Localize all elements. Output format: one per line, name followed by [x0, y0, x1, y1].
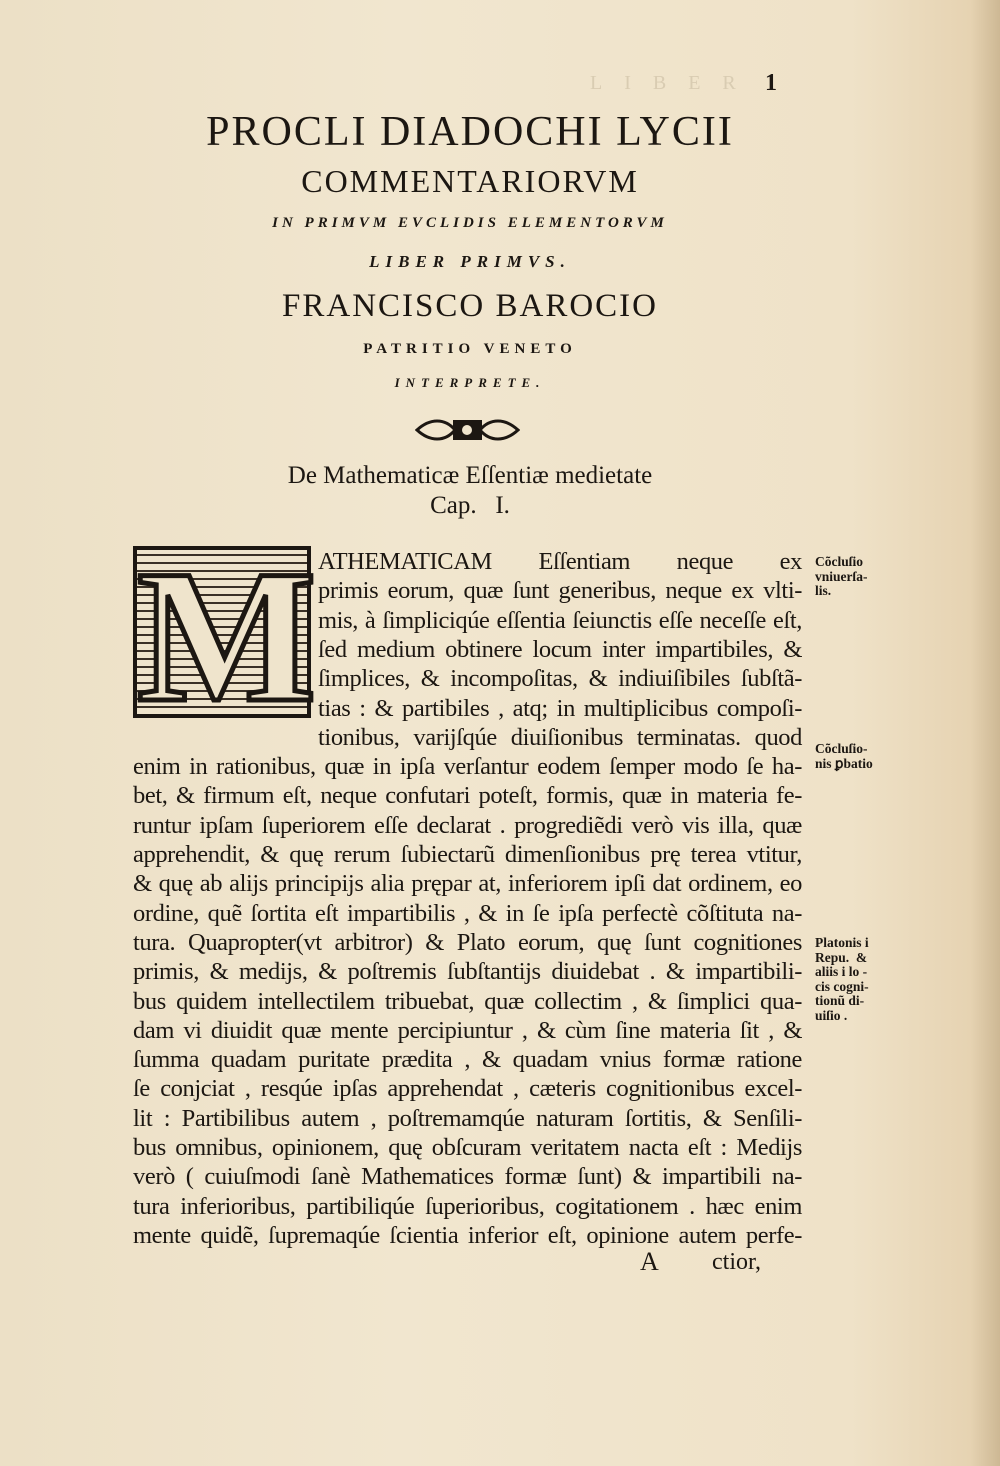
body-line: ſed medium obtinere locum inter impartibiles, & — [318, 635, 802, 663]
body-line: ſe conjciat , resqúe ipſas apprehendat , cæteris cognitionibus excel- — [133, 1075, 802, 1103]
body-line: apprehendit, & quę rerum ſubiectarũ dimenſionibus prę terea vtitur, — [133, 841, 802, 868]
body-line: ſimplices, & incompoſitas, & indiuiſibiles ſubſtã- — [318, 665, 802, 693]
body-line: enim in rationibus, quæ in ipſa verſantur eodem ſemper modo ſe ha- — [133, 753, 802, 781]
body-line: & quę ab alijs principijs alia prępar at, inferiorem ipſi dat ordinem, eo — [133, 870, 802, 898]
body-line: verò ( cuiuſmodi ſanè Mathematices formæ ſunt) & impartibili na- — [133, 1163, 802, 1191]
body-line: tionibus, varijſqúe diuiſionibus terminatas. quod — [318, 723, 802, 751]
chapter-heading: De Mathematicæ Eſſentiæ medietate — [287, 462, 653, 489]
body-line: primis, & medijs, & poſtremis ſubſtantijs diuidebat . & impartibili- — [133, 958, 802, 986]
body-line: ATHEMATICAM Eſſentiam neque ex — [318, 548, 802, 575]
title-line-6: PATRITIO VENETO — [363, 341, 577, 357]
body-line: runtur ipſam ſuperiorem eſſe declarat . progrediẽdi verò vis illa, quæ — [133, 811, 802, 839]
body-line: lit : Partibilibus autem , poſtremamqúe naturam ſortitis, & Senſili- — [133, 1104, 802, 1132]
signature-mark: A — [640, 1247, 659, 1276]
body-line: mis, à ſimpliciqúe eſſentia ſeiunctis eſſe neceſſe eſt, — [318, 606, 802, 634]
body-line: dam vi diuidit quæ mente percipiuntur , & cùm ſine materia ſit , & — [133, 1016, 802, 1044]
body-line: bus omnibus, opinionem, quę obſcuram veritatem nacta eſt : Medijs — [133, 1134, 802, 1161]
body-line: tura. Quapropter(vt arbitror) & Plato eorum, quę ſunt cognitiones — [133, 928, 802, 956]
bleed-through-running-head: LIBER — [590, 72, 758, 94]
catchword: ctior, — [712, 1249, 762, 1275]
initial-letter-glyph: M — [137, 532, 317, 742]
body-line: primis eorum, quæ ſunt generibus, neque ex vlti- — [318, 577, 802, 605]
body-line: ordine, quẽ ſortita eſt impartibilis , & in ſe ipſa perfectè cõſtituta na- — [133, 899, 802, 927]
body-line: tura inferioribus, partibiliqúe ſuperioribus, cogitationem . hæc enim — [133, 1192, 802, 1220]
marginal-note-2: Cõcluſio- nis ꝑbatio — [815, 741, 873, 771]
body-line: bet, & firmum eſt, neque confutari poteſt, formis, quæ in materia fe- — [133, 782, 802, 810]
page-number: 1 — [765, 70, 777, 96]
fleuron-ornament-icon — [415, 414, 520, 446]
title-line-7: INTERPRETE. — [394, 375, 546, 390]
marginal-note-1: Cõcluſio vniuerſa- lis. — [815, 554, 868, 598]
body-line: mente quidẽ, ſupremaqúe ſcientia inferior eſt, opinione autem perfe- — [133, 1221, 802, 1249]
title-line-4: LIBER PRIMVS. — [369, 252, 571, 271]
body-line: tias : & partibiles , atq; in multiplicibus compoſi- — [318, 694, 802, 722]
title-line-2: COMMENTARIORVM — [301, 163, 639, 199]
title-line-3: IN PRIMVM EVCLIDIS ELEMENTORVM — [272, 215, 668, 231]
marginal-note-3: Platonis i Repu. & aliis i lo - cis cogni- tionũ di- uiſio . — [815, 935, 869, 1023]
title-line-5: FRANCISCO BAROCIO — [282, 288, 658, 324]
body-line: ſumma quadam puritate prædita , & quadam vnius formæ ratione — [133, 1046, 802, 1074]
title-line-1: PROCLI DIADOCHI LYCII — [206, 109, 734, 155]
decorated-initial-letter — [133, 532, 317, 742]
body-line: bus quidem intellectilem tribuebat, quæ collectim , & ſimplici qua- — [133, 987, 802, 1015]
chapter-number: Cap. I. — [430, 492, 510, 519]
